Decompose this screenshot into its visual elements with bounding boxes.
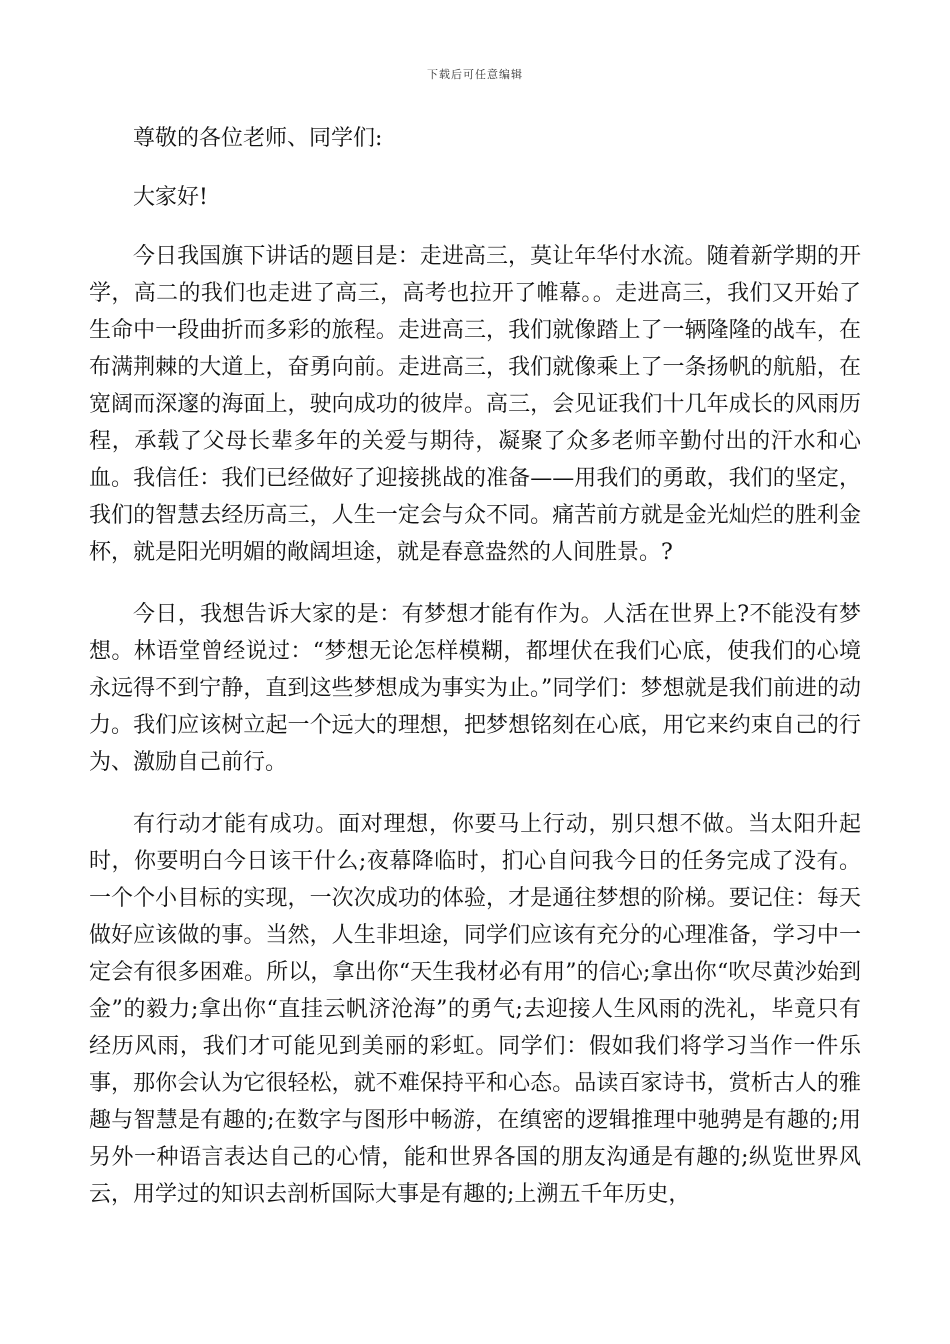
body-paragraph-3: 有行动才能有成功。面对理想，你要马上行动，别只想不做。当太阳升起时，你要明白今日该干什么;夜幕降临时，扪心自问我今日的任务完成了没有。一个个小目标的实现，一次次成功的体验，才是通往梦想的阶梯。要记住：每天做好应该做的事。当然，人生非坦途，同学们应该有充分的心理准备，学习中一定会有很多困难。所以，拿出你“天生我材必有用”的信心;拿出你“吹尽黄沙始到金”的毅力;拿出你“直挂云帆济沧海”的勇气;去迎接人生风雨的洗礼，毕竟只有经历风雨，我们才可能见到美丽的彩虹。同学们：假如我们将学习当作一件乐事，那你会认为它很轻松，就不难保持平和心态。品读百家诗书，赏析古人的雅趣与智慧是有趣的;在数字与图形中畅游，在缜密的逻辑推理中驰骋是有趣的;用另外一种语言表达自己的心情，能和世界各国的朋友沟通是有趣的;纵览世界风云，用学过的知识去剖析国际大事是有趣的;上溯五千年历史， xyxy=(89,812,861,1207)
greeting: 大家好! xyxy=(133,185,208,210)
salutation: 尊敬的各位老师、同学们: xyxy=(133,126,383,151)
body-paragraph-2: 今日，我想告诉大家的是：有梦想才能有作为。人活在世界上?不能没有梦想。林语堂曾经说过：“梦想无论怎样模糊，都埋伏在我们心底，使我们的心境永远得不到宁静，直到这些梦想成为事实为止。”同学们：梦想就是我们前进的动力。我们应该树立起一个远大的理想，把梦想铭刻在心底，用它来约束自己的行为、激励自己前行。 xyxy=(89,602,861,775)
document-body xyxy=(89,120,861,1213)
body-paragraph-1: 今日我国旗下讲话的题目是：走进高三，莫让年华付水流。随着新学期的开学，高二的我们也走进了高三，高考也拉开了帷幕。。走进高三，我们又开始了生命中一段曲折而多彩的旅程。走进高三，我们就像踏上了一辆隆隆的战车，在布满荆棘的大道上，奋勇向前。走进高三，我们就像乘上了一条扬帆的航船，在宽阔而深邃的海面上，驶向成功的彼岸。高三，会见证我们十几年成长的风雨历程，承载了父母长辈多年的关爱与期待，凝聚了众多老师辛勤付出的汗水和心血。我信任：我们已经做好了迎接挑战的准备——用我们的勇敢，我们的坚定，我们的智慧去经历高三，人生一定会与众不同。痛苦前方就是金光灿烂的胜利金杯，就是阳光明媚的敞阔坦途，就是春意盎然的人间胜景。? xyxy=(89,244,861,565)
page-header: 下载后可任意编辑 xyxy=(427,68,523,81)
